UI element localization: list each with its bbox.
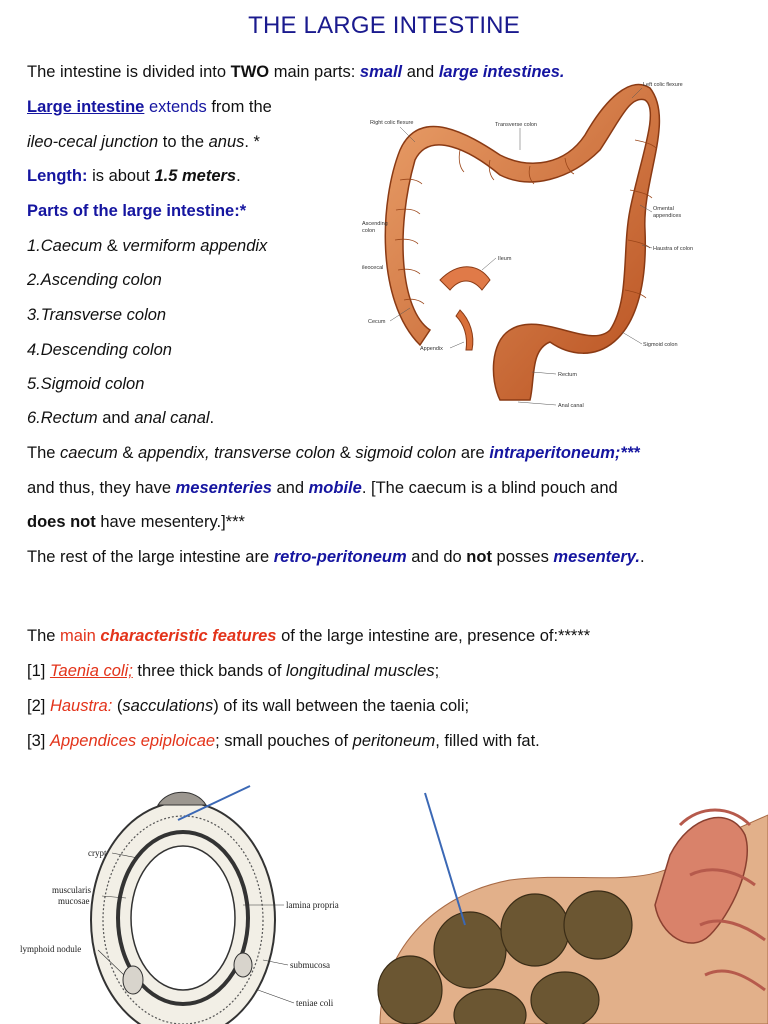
feature-text: ( (112, 697, 123, 715)
colon-shape (385, 85, 659, 400)
appendix-shape (456, 310, 473, 350)
does-not-term: does not (27, 513, 96, 531)
features-text: of the large intestine are, presence of:***** (276, 627, 591, 645)
intro-small: small (359, 63, 403, 81)
feature-num: [2] (27, 697, 50, 715)
retro-text-1: The rest of the large intestine are (27, 548, 274, 566)
extends-end: . * (244, 133, 260, 151)
ip-appendix: appendix, transverse colon (138, 444, 336, 462)
lymphoid-nodule-right (234, 953, 252, 977)
part-item-6 (27, 408, 214, 428)
label-teniae: teniae coli (296, 998, 334, 1008)
mes-term: mesenteries (175, 479, 272, 497)
part-item-1 (27, 236, 267, 256)
length-text: is about (87, 167, 155, 185)
part-item-2: 2.Ascending colon (27, 271, 162, 289)
ip-are: are (456, 444, 490, 462)
features-main: main (60, 627, 101, 645)
peritoneum-term: peritoneum (352, 732, 436, 750)
length-end: . (236, 167, 241, 185)
colon-surface-illustration (370, 785, 768, 1024)
label-crypt: crypt (88, 848, 107, 858)
label-left-colic: Left colic flexure (643, 82, 683, 88)
length-value: 1.5 meters (154, 167, 237, 185)
ip-text-1: The (27, 444, 61, 462)
label-anal: Anal canal (558, 403, 584, 409)
retro-mesentery: mesentery. (553, 548, 640, 566)
label-appendices: appendices (653, 213, 682, 219)
ip-sigmoid: sigmoid colon (355, 444, 457, 462)
retro-term: retro-peritoneum (273, 548, 407, 566)
features-line (27, 626, 590, 646)
intraperitoneum-line (27, 443, 640, 463)
intro-two: TWO (230, 63, 270, 81)
large-intestine-diagram (360, 80, 720, 420)
taenia-rest: aenia coli; (58, 662, 133, 680)
label-cecum: Cecum (368, 319, 386, 325)
label-submucosa: submucosa (290, 960, 330, 970)
feature-end: ) of its wall between the taenia coli; (213, 697, 470, 715)
label-lymphoid: lymphoid nodule (20, 944, 82, 954)
part-and: and (97, 409, 135, 427)
part-item-3: 3.Transverse colon (27, 306, 167, 324)
part-rectum: 6.Rectum (27, 409, 98, 427)
part-caecum: 1.Caecum (27, 237, 103, 255)
feature-end: ; (434, 662, 440, 680)
extends-from: from the (206, 98, 272, 116)
feature-item-2 (27, 696, 469, 716)
part-amp: & (102, 237, 123, 255)
extends-word: extends (144, 98, 207, 116)
part-item-5: 5.Sigmoid colon (27, 375, 145, 393)
does-not-line (27, 512, 245, 532)
feature-text: ; small pouches of (215, 732, 353, 750)
large-intestine-term: Large intestine (27, 98, 145, 116)
sacculations-term: sacculations (122, 697, 214, 715)
retro-line (27, 547, 645, 567)
taenia-t: T (49, 662, 59, 680)
label-appendix: Appendix (420, 346, 443, 352)
intro-text: The intestine is divided into (27, 63, 231, 81)
haustra-term: Haustra: (49, 697, 113, 715)
junction-line (27, 132, 260, 152)
label-ileum: Ileum (498, 256, 512, 262)
label-haustra: Haustra of colon (653, 246, 694, 252)
label-ascending-2: colon (362, 228, 376, 234)
does-not-text: have mesentery.]*** (95, 513, 245, 531)
retro-posses: posses (491, 548, 554, 566)
mobile-term: mobile (308, 479, 362, 497)
label-muscularis-2: mucosae (58, 896, 90, 906)
feature-text: three thick bands of (132, 662, 287, 680)
retro-not: not (466, 548, 492, 566)
ip-amp-2: & (335, 444, 356, 462)
extends-line (27, 97, 272, 117)
feature-num: [1] (27, 662, 50, 680)
mes-text-1: and thus, they have (27, 479, 176, 497)
label-omental: Omental (653, 206, 674, 212)
mes-and: and (271, 479, 309, 497)
label-muscularis-1: muscularis (52, 885, 91, 895)
intro-line (27, 62, 564, 82)
part-anal-canal: anal canal (134, 409, 210, 427)
lymphoid-nodule-left (123, 966, 143, 994)
feature-item-3 (27, 731, 540, 751)
ileocecal-junction: ileo-cecal junction (27, 133, 159, 151)
cross-section-diagram (18, 780, 348, 1024)
features-the: The (27, 627, 61, 645)
feature-end: , filled with fat. (435, 732, 540, 750)
retro-do: and do (406, 548, 467, 566)
length-label: Length: (27, 167, 88, 185)
features-term: characteristic features (100, 627, 277, 645)
taenia-band (158, 792, 206, 805)
intro-large: large intestines. (438, 63, 565, 81)
ip-term: intraperitoneum;*** (489, 444, 640, 462)
ileum-shape (440, 267, 490, 290)
feature-item-1 (27, 661, 439, 681)
label-rectum: Rectum (558, 372, 577, 378)
to-the: to the (158, 133, 209, 151)
intro-and: and (402, 63, 439, 81)
label-sigmoid: Sigmoid colon (643, 342, 678, 348)
label-right-colic: Right colic flexure (370, 120, 414, 126)
feature-num: [3] (27, 732, 50, 750)
part-end: . (209, 409, 215, 427)
label-lamina: lamina propria (286, 900, 339, 910)
label-ascending-1: Ascending (362, 221, 388, 227)
appendices-term: Appendices epiploicae (49, 732, 216, 750)
ip-amp-1: & (117, 444, 138, 462)
longitudinal-term: longitudinal muscles (286, 662, 435, 680)
page-title: THE LARGE INTESTINE (248, 12, 520, 39)
intro-text-2: main parts: (269, 63, 360, 81)
ip-caecum: caecum (60, 444, 118, 462)
parts-heading: Parts of the large intestine:* (27, 202, 247, 220)
mesenteries-line (27, 478, 618, 498)
retro-end: . (639, 548, 645, 566)
length-line (27, 166, 241, 186)
anus-term: anus (208, 133, 245, 151)
mes-text-2: . [The caecum is a blind pouch and (361, 479, 618, 497)
part-item-4: 4.Descending colon (27, 341, 172, 359)
label-transverse: Transverse colon (495, 122, 537, 128)
part-appendix: vermiform appendix (122, 237, 268, 255)
lumen (131, 846, 235, 990)
label-ileocecal: ileocecal (362, 265, 384, 271)
